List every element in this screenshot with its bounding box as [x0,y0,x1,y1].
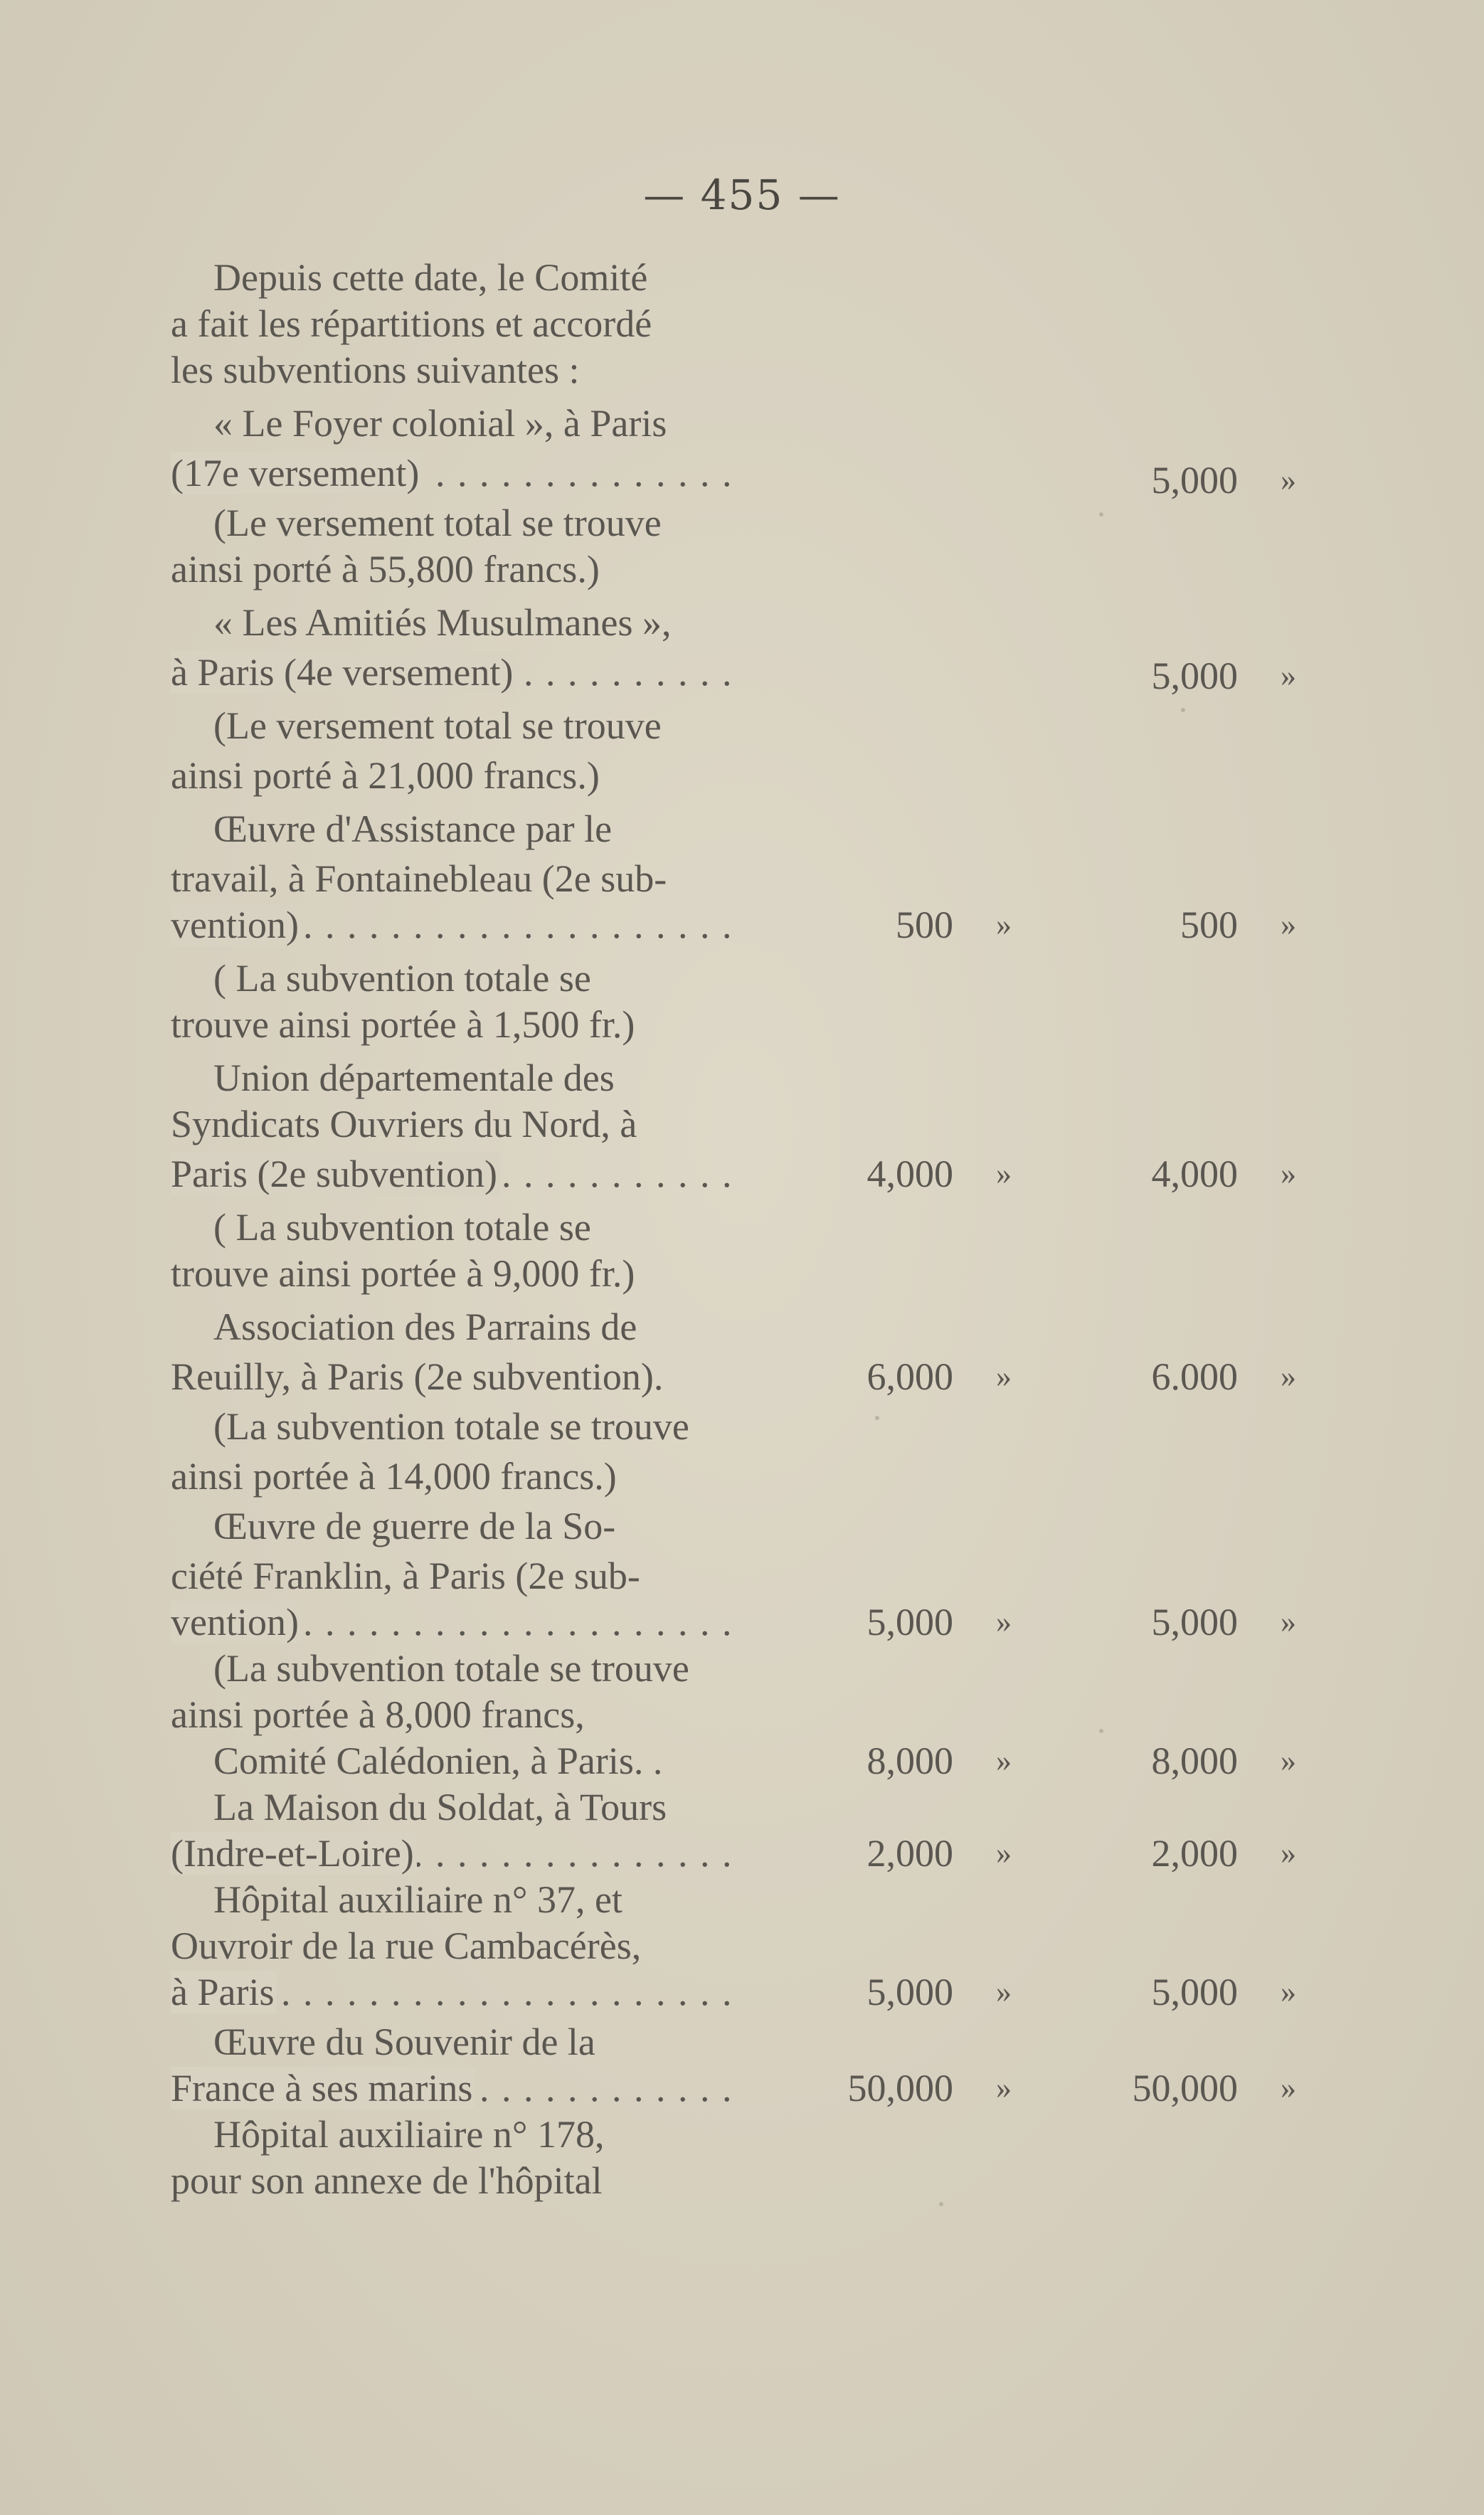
ditto-mark: » [996,1604,1012,1639]
text-line: pour son annexe de l'hôpital [171,2159,603,2202]
text-line: (La subvention totale se trouve [213,1647,689,1690]
paper-speck [1181,708,1185,712]
text-line: « Les Amitiés Musulmanes », [213,601,672,644]
amount-col2: 8,000 [1151,1740,1238,1782]
ditto-mark: » [1281,1156,1296,1191]
text-line: (Indre-et-Loire) . . . [171,1828,740,1878]
text-line: à Paris (4e versement) . . . [171,647,740,697]
text-line: Paris (2e subvention) . . . [171,1149,740,1199]
paper-speck [1099,1729,1103,1733]
amount-col1: 8,000 [866,1740,953,1782]
text-line: a fait les répartitions et accordé [171,302,652,345]
ditto-mark: » [1281,2070,1296,2105]
amount-col1: 500 [896,904,953,946]
ditto-mark: » [1281,1604,1296,1639]
text-line: (Le versement total se trouve [213,502,662,544]
ditto-mark: » [996,1836,1012,1870]
text-line: trouve ainsi portée à 1,500 fr.) [171,1003,635,1046]
ditto-mark: » [1281,462,1296,497]
amount-col1: 2,000 [866,1832,953,1875]
amount-col1: 4,000 [866,1153,953,1195]
text-line: les subventions suivantes : [171,349,580,391]
text-line: ainsi porté à 55,800 francs.) [171,548,600,591]
ditto-mark: » [1281,907,1296,942]
ditto-mark: » [996,2070,1012,2105]
ditto-mark: » [1281,658,1296,693]
text-line: La Maison du Soldat, à Tours [213,1786,667,1828]
text-line: Association des Parrains de [213,1306,637,1348]
ditto-mark: » [1281,1743,1296,1778]
paper-speck [1099,512,1103,517]
text-line: (Le versement total se trouve [213,704,662,747]
text-line: Ouvroir de la rue Cambacérès, [171,1924,642,1967]
text-line: Hôpital auxiliaire n° 178, [213,2113,605,2156]
ditto-mark: » [996,1359,1012,1394]
text-line: (17e versement) . . . [171,448,740,498]
amount-col2: 5,000 [1151,655,1238,697]
amount-col2: 5,000 [1151,1601,1238,1643]
amount-col1: 6,000 [866,1355,953,1398]
amount-col1: 50,000 [847,2067,953,2109]
amount-col2: 500 [1180,904,1238,946]
amount-col2: 5,000 [1151,1971,1238,2013]
amount-col2: 50,000 [1132,2067,1238,2109]
text-line: travail, à Fontainebleau (2e sub- [171,857,667,900]
text-line: Hôpital auxiliaire n° 37, et [213,1878,622,1921]
text-line: ainsi porté à 21,000 francs.) [171,754,600,797]
paper-speck [939,2202,943,2206]
text-line: Œuvre de guerre de la So- [213,1505,616,1547]
text-line: (La subvention totale se trouve [213,1405,689,1448]
text-line: vention) . . . [171,1597,740,1647]
text-line: ainsi portée à 8,000 francs, [171,1693,585,1736]
ditto-mark: » [1281,1974,1296,2009]
ditto-mark: » [996,1974,1012,2009]
ditto-mark: » [996,1156,1012,1191]
ditto-mark: » [996,907,1012,942]
amount-col2: 4,000 [1151,1153,1238,1195]
text-line: Depuis cette date, le Comité [213,256,648,299]
text-line: Œuvre d'Assistance par le [213,808,613,850]
text-line: à Paris . . . [171,1967,740,2017]
text-line: trouve ainsi portée à 9,000 fr.) [171,1252,635,1295]
page-number: — 455 — [643,171,841,219]
ditto-mark: » [1281,1836,1296,1870]
paper-speck [875,1416,879,1420]
amount-col1: 5,000 [866,1971,953,2013]
amount-col2: 5,000 [1151,459,1238,502]
ditto-mark: » [1281,1359,1296,1394]
ditto-mark: » [996,1743,1012,1778]
text-line: ( La subvention totale se [213,957,591,1000]
amount-col1: 5,000 [866,1601,953,1643]
text-line: France à ses marins . . . [171,2063,740,2113]
text-line: « Le Foyer colonial », à Paris [213,402,667,445]
text-line: Comité Calédonien, à Paris. . [213,1740,663,1782]
text-line: ainsi portée à 14,000 francs.) [171,1455,617,1498]
amount-col2: 2,000 [1151,1832,1238,1875]
text-line: ciété Franklin, à Paris (2e sub- [171,1555,640,1597]
text-line: Œuvre du Souvenir de la [213,2021,595,2063]
text-line: Reuilly, à Paris (2e subvention). [171,1355,664,1398]
text-line: Union départementale des [213,1057,615,1099]
text-line: vention) . . . [171,900,740,950]
text-line: ( La subvention totale se [213,1206,591,1249]
text-line: Syndicats Ouvriers du Nord, à [171,1103,637,1145]
amount-col2: 6.000 [1151,1355,1238,1398]
